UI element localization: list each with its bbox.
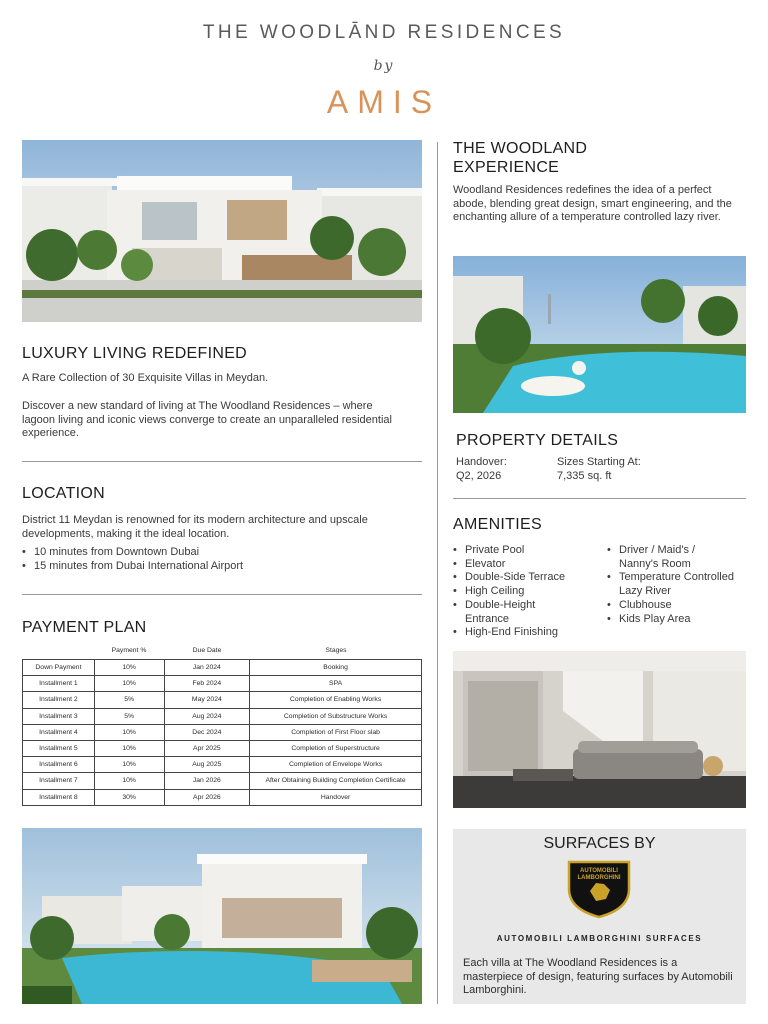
table-cell: Feb 2024	[164, 676, 250, 692]
table-cell: Completion of Envelope Works	[250, 757, 422, 773]
list-item: • High Ceiling	[453, 585, 601, 599]
table-row	[23, 708, 422, 724]
table-cell: 10%	[94, 773, 164, 789]
table-row	[23, 757, 422, 773]
list-item: • High-End Finishing	[453, 626, 601, 640]
handover-label: Handover:	[456, 456, 507, 468]
pool-villa-photo	[22, 828, 422, 1004]
table-cell: Installment 5	[23, 740, 95, 756]
list-item: • Double-Height Entrance	[453, 599, 553, 626]
column-header: Due Date	[192, 647, 222, 654]
size-label: Sizes Starting At:	[557, 456, 641, 468]
surfaces-heading: SURFACES BY	[543, 835, 656, 852]
amis-logo: AMIS	[326, 84, 442, 120]
size-value: 7,335 sq. ft	[557, 470, 612, 482]
table-cell: 10%	[94, 660, 164, 676]
table-cell: 5%	[94, 708, 164, 724]
table-cell: Aug 2025	[164, 757, 250, 773]
table-cell: Apr 2026	[164, 789, 250, 805]
lazy-river-photo	[453, 256, 746, 413]
page-title: THE WOODLĀND RESIDENCES	[202, 22, 566, 43]
table-cell: Installment 1	[23, 676, 95, 692]
luxury-body: Discover a new standard of living at The Woodland Residences – where lagoon living and iconic views converge to create an unparalleled residential experience.	[22, 400, 392, 439]
table-row	[23, 789, 422, 805]
list-item: • Elevator	[453, 558, 601, 572]
table-cell: Jan 2026	[164, 773, 250, 789]
table-cell: Installment 3	[23, 708, 95, 724]
payment-plan-heading: PAYMENT PLAN	[22, 619, 147, 636]
table-cell: Booking	[250, 660, 422, 676]
table-cell: SPA	[250, 676, 422, 692]
table-cell: Completion of Superstructure	[250, 740, 422, 756]
table-cell: 10%	[94, 676, 164, 692]
villa-exterior-photo	[22, 140, 422, 322]
table-cell: 30%	[94, 789, 164, 805]
payment-plan-table	[22, 659, 422, 806]
list-item: • 15 minutes from Dubai International Airport	[22, 560, 422, 574]
table-cell: Installment 2	[23, 692, 95, 708]
table-cell: Completion of First Floor slab	[250, 724, 422, 740]
table-cell: 10%	[94, 757, 164, 773]
amenities-list-left	[453, 544, 601, 640]
table-cell: Completion of Enabling Works	[250, 692, 422, 708]
table-cell: Completion of Substructure Works	[250, 708, 422, 724]
luxury-heading: LUXURY LIVING REDEFINED	[22, 345, 248, 362]
section-divider	[22, 461, 422, 462]
location-body: District 11 Meydan is renowned for its modern architecture and upscale developments, making it the ideal location.	[22, 514, 368, 540]
section-divider	[453, 498, 746, 499]
handover-value: Q2, 2026	[456, 470, 502, 482]
surfaces-caption: AUTOMOBILI LAMBORGHINI SURFACES	[496, 934, 703, 943]
list-item: • Clubhouse	[607, 599, 747, 613]
table-cell: 10%	[94, 724, 164, 740]
property-heading: PROPERTY DETAILS	[456, 432, 619, 449]
table-cell: Installment 8	[23, 789, 95, 805]
list-item: • Double-Side Terrace	[453, 571, 601, 585]
list-item: • Kids Play Area	[607, 613, 747, 627]
location-list	[22, 546, 422, 573]
table-cell: Installment 4	[23, 724, 95, 740]
table-cell: Apr 2025	[164, 740, 250, 756]
luxury-subtitle: A Rare Collection of 30 Exquisite Villas in Meydan.	[22, 372, 269, 384]
list-item: • Temperature Controlled Lazy River	[607, 571, 747, 598]
interior-photo	[453, 651, 746, 808]
list-item: • 10 minutes from Downtown Dubai	[22, 546, 422, 560]
location-heading: LOCATION	[22, 485, 106, 502]
byline: by	[373, 58, 395, 74]
table-cell: Installment 6	[23, 757, 95, 773]
surfaces-section	[453, 829, 746, 1004]
table-row	[23, 692, 422, 708]
table-cell: Dec 2024	[164, 724, 250, 740]
table-cell: May 2024	[164, 692, 250, 708]
table-cell: After Obtaining Building Completion Certificate	[250, 773, 422, 789]
table-row	[23, 660, 422, 676]
experience-heading: THE WOODLAND EXPERIENCE	[453, 140, 588, 176]
column-divider	[437, 142, 438, 1004]
table-row	[23, 740, 422, 756]
experience-body: Woodland Residences redefines the idea of a perfect abode, blending great design, smart engineering, and the enchanting allure of a temperature controlled lazy river.	[453, 184, 732, 223]
section-divider	[22, 594, 422, 595]
surfaces-body: Each villa at The Woodland Residences is a masterpiece of design, featuring surfaces by Automobili Lamborghini.	[463, 957, 733, 996]
table-cell: 10%	[94, 740, 164, 756]
table-cell: Installment 7	[23, 773, 95, 789]
table-cell: Down Payment	[23, 660, 95, 676]
table-cell: 5%	[94, 692, 164, 708]
table-row	[23, 773, 422, 789]
table-cell: Handover	[250, 789, 422, 805]
column-header: Payment %	[111, 647, 147, 654]
table-cell: Aug 2024	[164, 708, 250, 724]
list-item: • Private Pool	[453, 544, 601, 558]
list-item: • Driver / Maid's / Nanny's Room	[607, 544, 732, 571]
column-header: Stages	[325, 647, 347, 654]
table-cell: Jan 2024	[164, 660, 250, 676]
amenities-list-right	[607, 544, 747, 626]
table-row	[23, 676, 422, 692]
table-row	[23, 724, 422, 740]
amenities-heading: AMENITIES	[453, 516, 542, 533]
lamborghini-shield-logo: AUTOMOBILI LAMBORGHINI	[566, 859, 632, 919]
